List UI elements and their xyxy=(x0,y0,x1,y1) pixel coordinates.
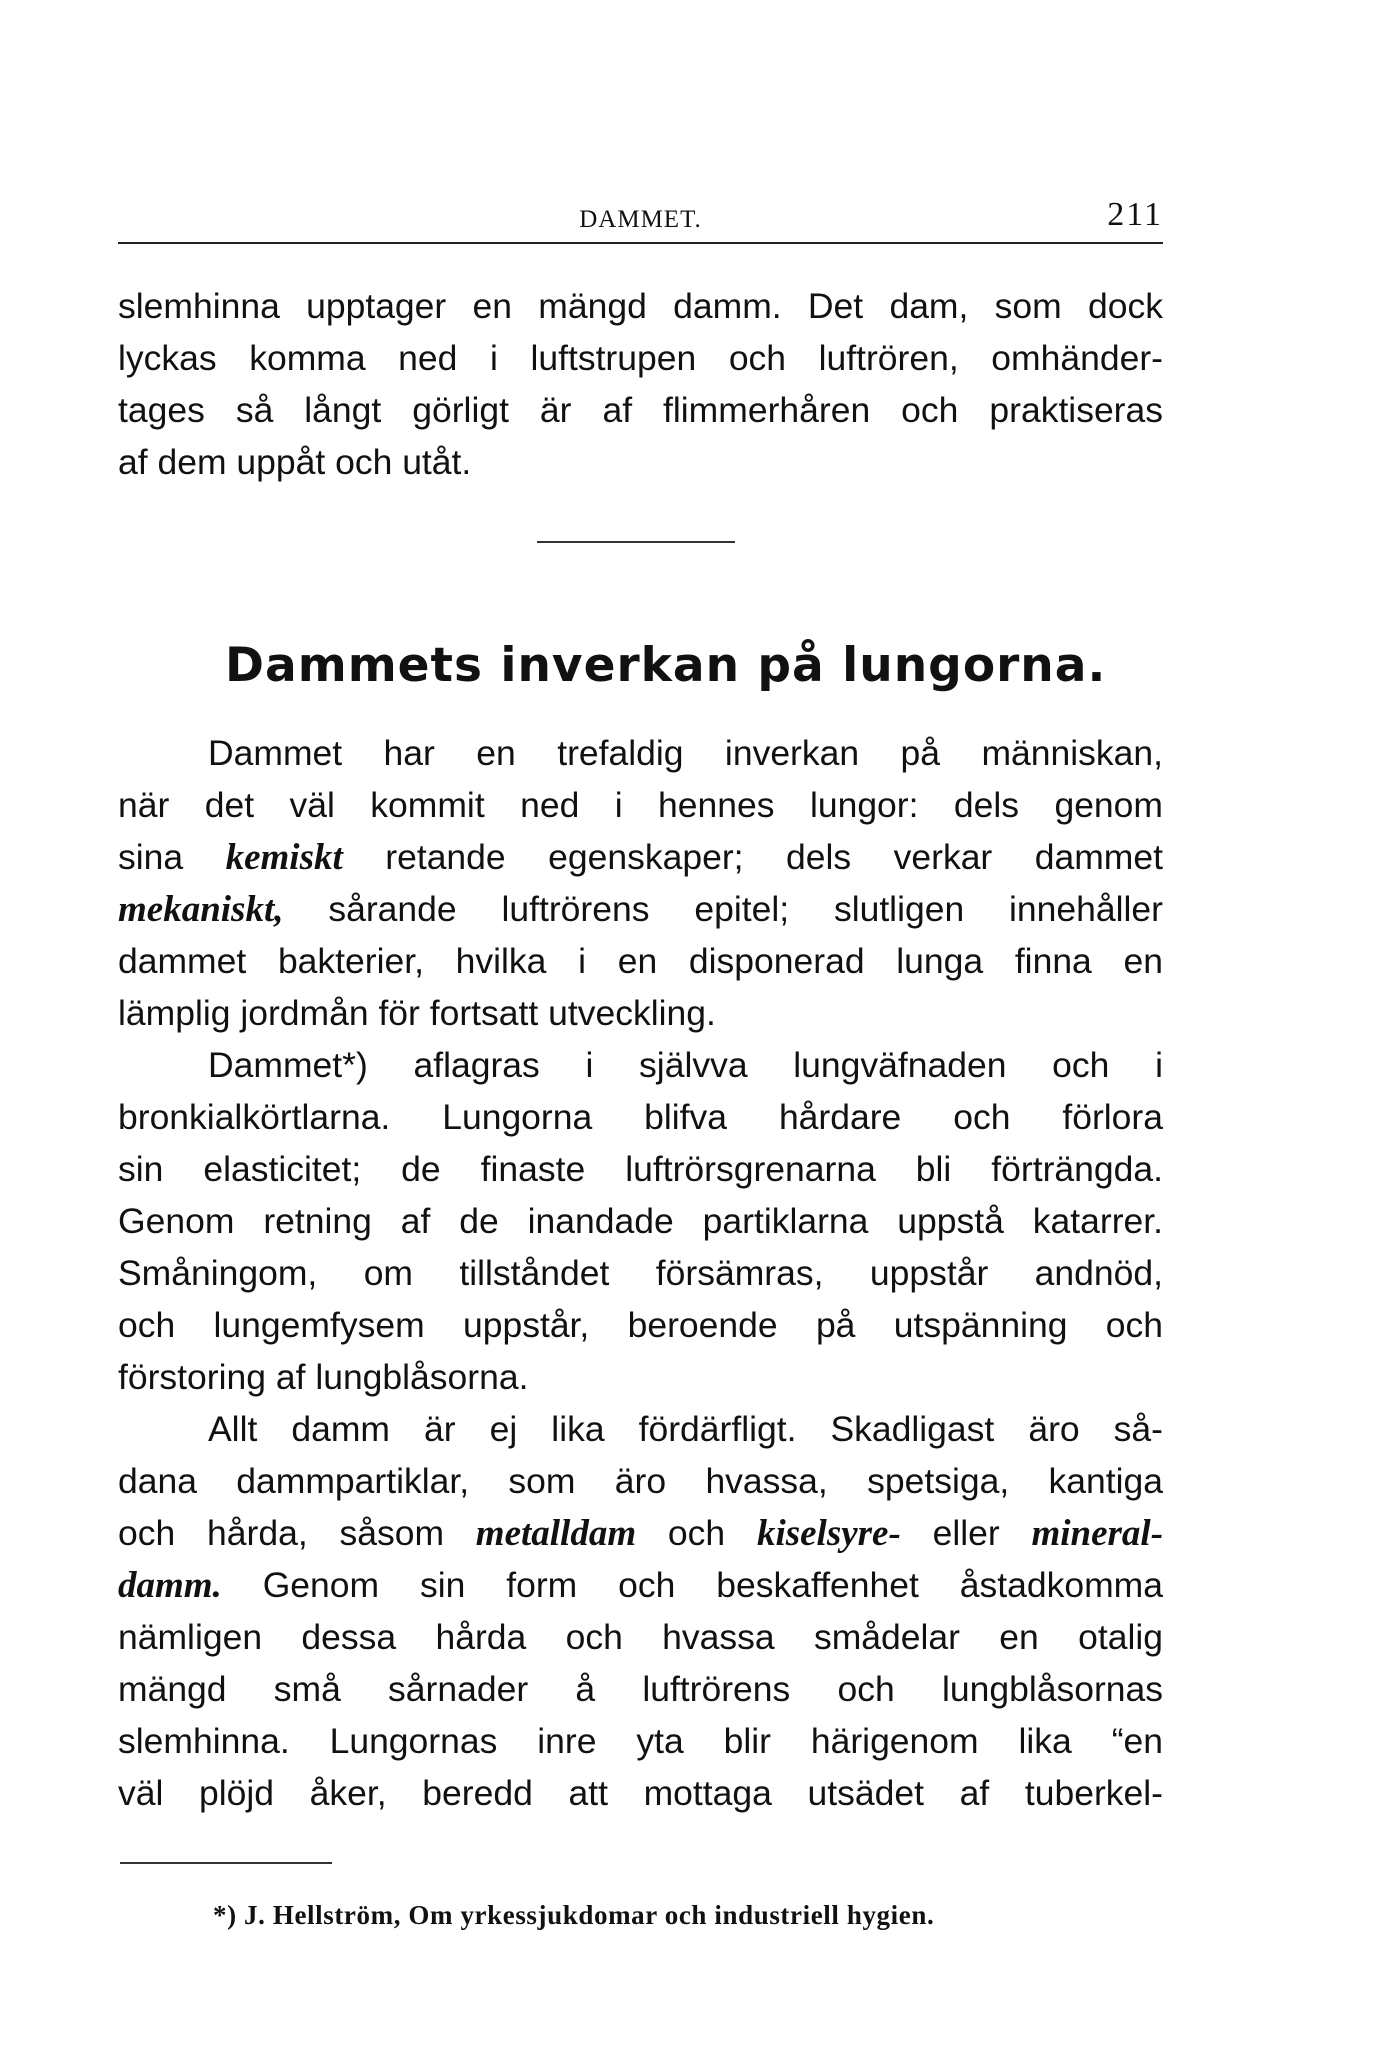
paragraph-lung-deposits xyxy=(118,1039,1163,1403)
text-line: Dammet har en trefaldig inverkan på människan, xyxy=(208,733,1163,773)
italic-term: metalldam xyxy=(475,1513,637,1554)
footnote: *) J. Hellström, Om yrkessjukdomar och industriell hygien. xyxy=(213,1900,935,1930)
intro-paragraph xyxy=(118,280,1163,488)
text-line: dana dammpartiklar, som äro hvassa, spetsiga, kantiga xyxy=(118,1461,1163,1501)
text-line: af dem uppåt och utåt. xyxy=(118,442,472,482)
italic-term: kiselsyre- xyxy=(756,1513,901,1554)
text-line: och lungemfysem uppstår, beroende på utspänning och xyxy=(118,1305,1163,1345)
italic-term: mekaniskt, xyxy=(118,889,284,930)
text-line: lämplig jordmån för fortsatt utveckling. xyxy=(118,993,716,1033)
section-heading: Dammets inverkan på lungorna. xyxy=(225,638,1107,693)
text-line: Allt damm är ej lika fördärfligt. Skadligast äro så- xyxy=(208,1409,1163,1449)
text-span: och xyxy=(636,1513,757,1553)
text-span: sina xyxy=(118,837,226,877)
text-line: Dammet*) aflagras i självva lungväfnaden och i xyxy=(208,1045,1163,1085)
text-line: tages så långt görligt är af flimmerhåren och praktiseras xyxy=(118,390,1163,430)
text-line: bronkialkörtlarna. Lungorna blifva hårdare och förlora xyxy=(118,1097,1163,1137)
running-title: DAMMET. xyxy=(579,206,702,233)
italic-term: damm. xyxy=(118,1565,222,1606)
text-line: förstoring af lungblåsorna. xyxy=(118,1357,529,1397)
text-line xyxy=(118,1559,1163,1611)
text-line: dammet bakterier, hvilka i en disponerad lunga finna en xyxy=(118,941,1163,981)
text-line: slemhinna upptager en mängd damm. Det dam, som dock xyxy=(118,286,1163,326)
running-header xyxy=(118,192,1163,244)
text-line: Genom retning af de inandade partiklarna uppstå katarrer. xyxy=(118,1201,1163,1241)
text-line: Småningom, om tillståndet försämras, uppstår andnöd, xyxy=(118,1253,1163,1293)
text-span: retande egenskaper; dels verkar dammet xyxy=(342,837,1163,877)
text-line xyxy=(118,883,1163,935)
text-line: väl plöjd åker, beredd att mottaga utsädet af tuberkel- xyxy=(118,1773,1163,1813)
italic-term: mineral- xyxy=(1031,1513,1164,1554)
text-line: när det väl kommit ned i hennes lungor: dels genom xyxy=(118,785,1163,825)
footnote-divider xyxy=(120,1862,332,1864)
page-number: 211 xyxy=(1107,196,1163,233)
text-line: sin elasticitet; de finaste luftrörsgrenarna bli förträngda. xyxy=(118,1149,1163,1189)
paragraph-harmful-dust xyxy=(118,1403,1163,1819)
text-span: Genom sin form och beskaffenhet åstadkomma xyxy=(221,1565,1163,1605)
text-line xyxy=(118,831,1163,883)
text-span: sårande luftrörens epitel; slutligen innehåller xyxy=(283,889,1163,929)
text-span: eller xyxy=(900,1513,1032,1553)
text-line: lyckas komma ned i luftstrupen och luftrören, omhänder- xyxy=(118,338,1163,378)
text-line: slemhinna. Lungornas inre yta blir härigenom lika “en xyxy=(118,1721,1163,1761)
paragraph-chemical-mechanical xyxy=(118,727,1163,1039)
text-span: och hårda, såsom xyxy=(118,1513,476,1553)
text-line xyxy=(118,1507,1163,1559)
section-divider xyxy=(537,541,735,543)
text-line: nämligen dessa hårda och hvassa smådelar en otalig xyxy=(118,1617,1163,1657)
italic-term: kemiskt xyxy=(225,837,343,878)
text-line: mängd små sårnader å luftrörens och lungblåsornas xyxy=(118,1669,1163,1709)
